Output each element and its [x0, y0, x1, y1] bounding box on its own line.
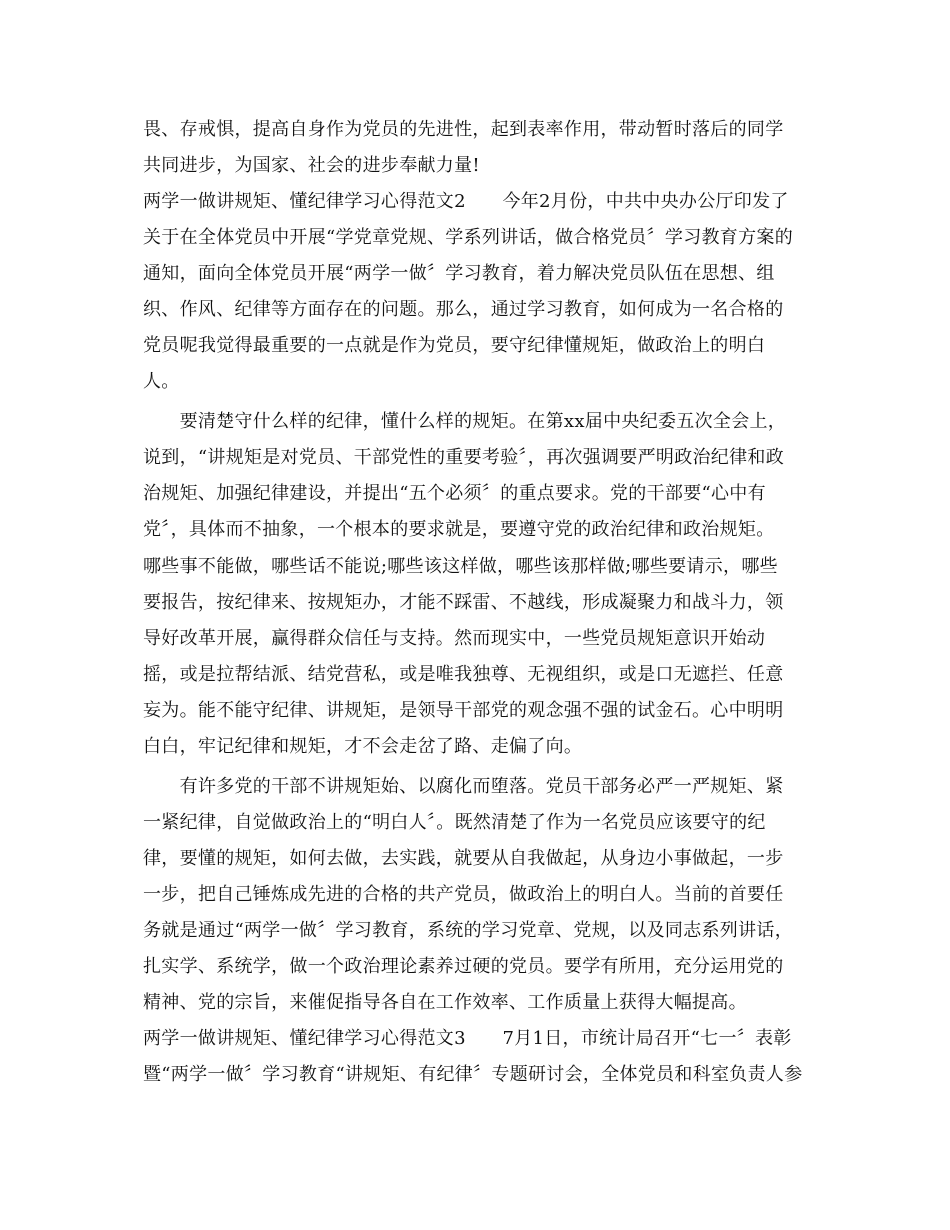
text-line: 一步，把自己锤炼成先进的合格的共产党员，做政治上的明白人。当前的首要任	[143, 884, 784, 905]
text-line: 通知，面向全体党员开展“两学一做〞学习教育，着力解决党员队伍在思想、组	[143, 263, 775, 284]
text-line: 治规矩、加强纪律建设，并提出“五个必须〞的重点要求。党的干部要“心中有	[143, 483, 766, 504]
section-heading-line: 两学一做讲规矩、懂纪律学习心得范文2 今年2月份，中共中央办公厅印发了	[143, 191, 789, 212]
text-line: 织、作风、纪律等方面存在的问题。那么，通过学习教育，如何成为一名合格的	[143, 299, 784, 320]
text-line: 哪些事不能做，哪些话不能说;哪些该这样做，哪些该那样做;哪些要请示，哪些	[143, 556, 778, 577]
text-line: 党员呢我觉得最重要的一点就是作为党员，要守纪律懂规矩，做政治上的明白	[143, 335, 766, 356]
text-line: 一紧纪律，自觉做政治上的“明白人〞。既然清楚了作为一名党员应该要守的纪	[143, 812, 766, 833]
paragraph-start-line: 有许多党的干部不讲规矩始、以腐化而堕落。党员干部务必严一严规矩、紧	[143, 776, 784, 797]
text-line: 暨“两学一做〞学习教育“讲规矩、有纪律〞专题研讨会，全体党员和科室负责人参	[143, 1064, 803, 1085]
text-line: 扎实学、系统学，做一个政治理论素养过硬的党员。要学有所用，充分运用党的	[143, 956, 784, 977]
text-line: 导好改革开展，赢得群众信任与支持。然而现实中，一些党员规矩意识开始动	[143, 628, 766, 649]
text-line: 要报告，按纪律来、按规矩办，才能不踩雷、不越线，形成凝聚力和战斗力，领	[143, 592, 784, 613]
paragraph-start-line: 要清楚守什么样的纪律，懂什么样的规矩。在第xx届中央纪委五次全会上，	[143, 411, 787, 432]
section-heading-line: 两学一做讲规矩、懂纪律学习心得范文3 7月1日，市统计局召开“七一〞表彰	[143, 1028, 792, 1049]
text-line: 关于在全体党员中开展“学党章党规、学系列讲话，做合格党员〞学习教育方案的	[143, 227, 793, 248]
text-line: 摇，或是拉帮结派、结党营私，或是唯我独尊、无视组织，或是口无遮拦、任意	[143, 664, 784, 685]
text-line: 精神、党的宗旨，来催促指导各自在工作效率、工作质量上获得大幅提高。	[143, 992, 747, 1013]
text-line: 白白，牢记纪律和规矩，才不会走岔了路、走偏了向。	[143, 736, 583, 757]
text-line: 妄为。能不能守纪律、讲规矩，是领导干部党的观念强不强的试金石。心中明明	[143, 700, 784, 721]
text-line: 畏、存戒惧，提高自身作为党员的先进性，起到表率作用，带动暂时落后的同学	[143, 119, 784, 140]
text-line: 律，要懂的规矩，如何去做，去实践，就要从自我做起，从身边小事做起，一步	[143, 848, 784, 869]
text-line: 党〞，具体而不抽象，一个根本的要求就是，要遵守党的政治纪律和政治规矩。	[143, 519, 775, 540]
text-line: 说到，“讲规矩是对党员、干部党性的重要考验〞，再次强调要严明政治纪律和政	[143, 447, 784, 468]
text-line: 务就是通过“两学一做〞学习教育，系统的学习党章、党规，以及同志系列讲话，	[143, 920, 793, 941]
text-line: 共同进步，为国家、社会的进步奉献力量!	[143, 155, 480, 176]
text-line: 人。	[143, 371, 180, 392]
